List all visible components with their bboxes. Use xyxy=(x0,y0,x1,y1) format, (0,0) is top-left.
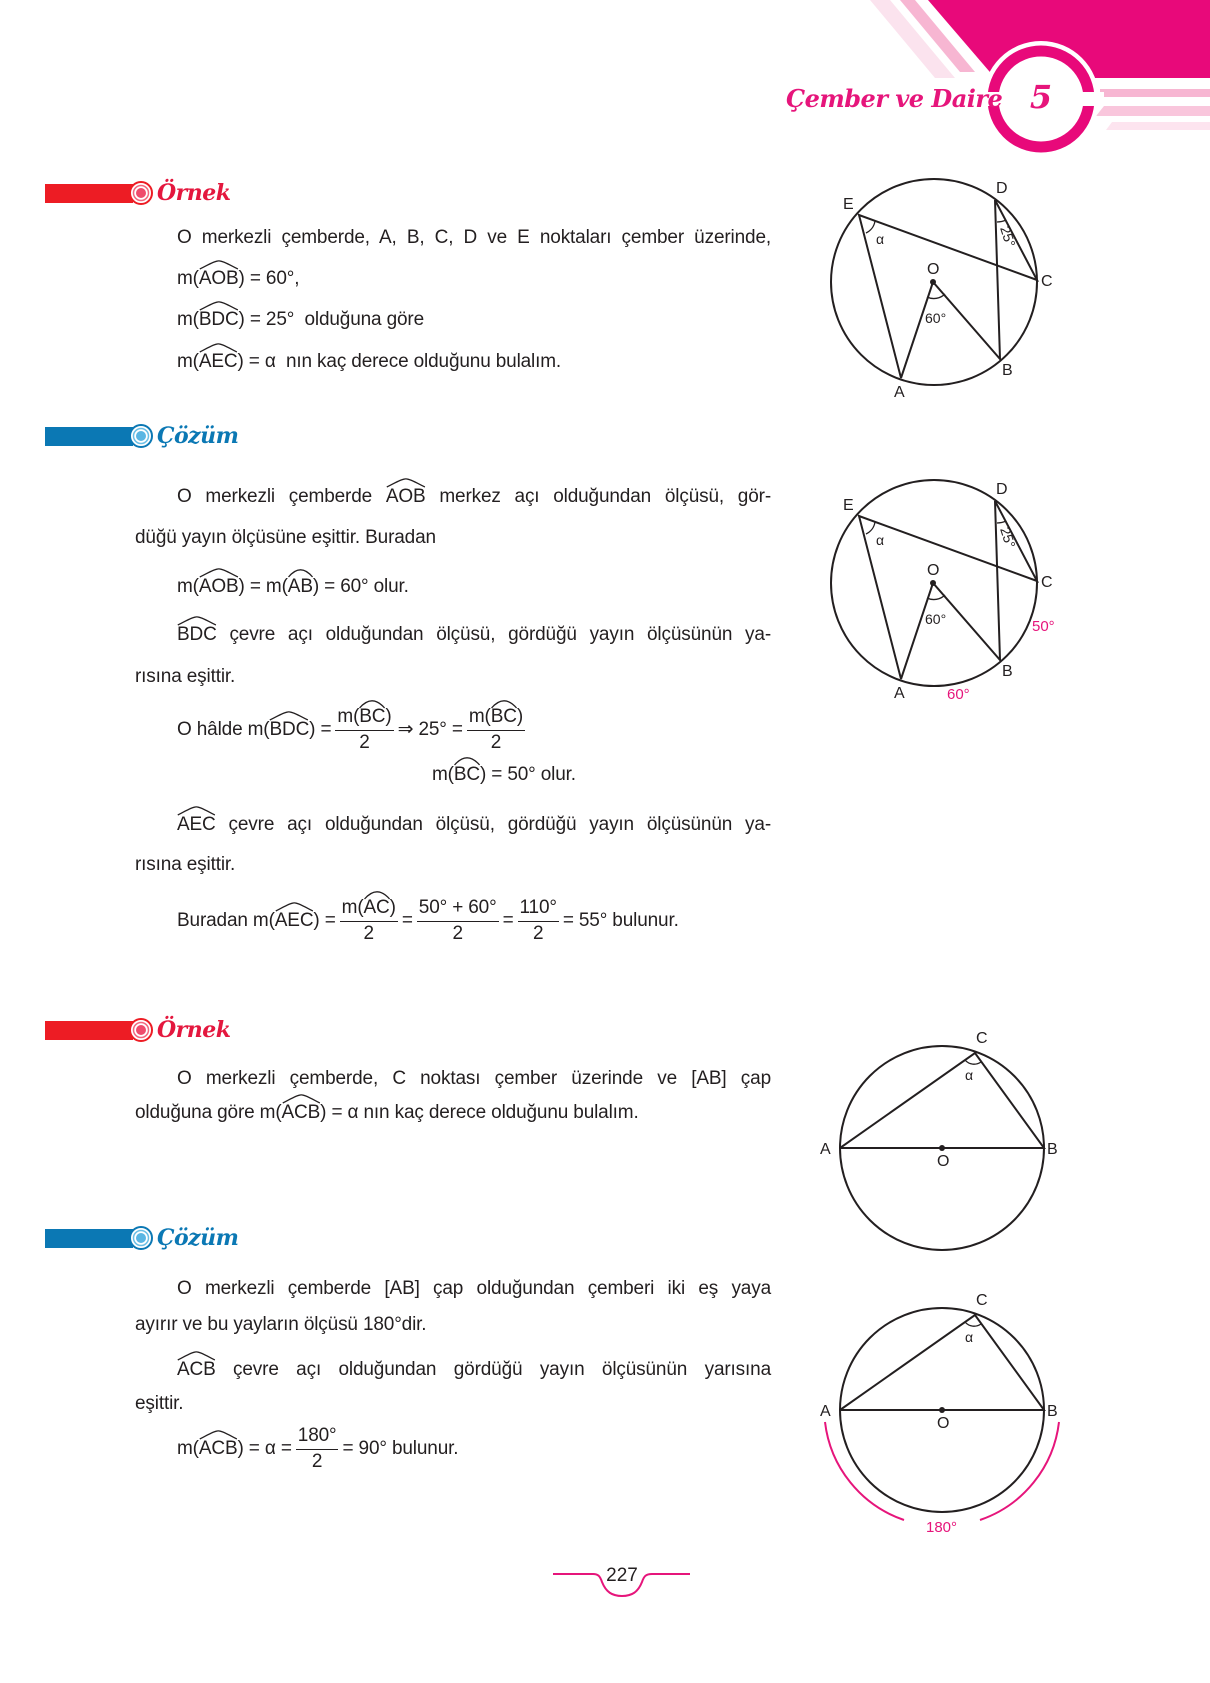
target-circle-icon xyxy=(129,424,153,448)
text-run: m( xyxy=(337,706,360,727)
angle-name: ACB xyxy=(281,1102,321,1123)
text-run: O merkezli çemberde, A, B, C, D ve E noktaları çember üzerinde, xyxy=(177,227,771,248)
figure-circle-abcde xyxy=(820,165,1080,415)
angle-name: AEC xyxy=(274,910,314,931)
text-run: = 90° bulunur. xyxy=(342,1438,459,1459)
figure-circle-abcde-solution xyxy=(820,466,1080,716)
arc-name: BC xyxy=(490,706,517,727)
angle-hat-mark xyxy=(282,1094,321,1103)
text-run: rısına eşittir. xyxy=(135,666,236,687)
arc-notation xyxy=(454,763,480,787)
angle-name: BDC xyxy=(177,624,217,645)
label-angle-bdc: 25° xyxy=(997,223,1019,250)
label-angle-aob: 60° xyxy=(925,310,947,326)
label-b: B xyxy=(1047,1403,1058,1420)
fraction xyxy=(296,1425,339,1473)
text-line xyxy=(135,665,235,689)
text-run: m( xyxy=(177,351,199,372)
fraction-denominator: 2 xyxy=(490,732,502,753)
label-arc-180: 180° xyxy=(926,1519,958,1536)
text-line xyxy=(135,1313,426,1337)
text-run: O hâlde m( xyxy=(177,719,270,740)
label-d: D xyxy=(996,481,1008,498)
label-a: A xyxy=(820,1141,831,1158)
fraction xyxy=(467,706,525,754)
text-run: olduğuna göre m( xyxy=(135,1102,282,1123)
text-run: ) = 60° olur. xyxy=(312,576,409,597)
text-run: Buradan m( xyxy=(177,910,275,931)
label-arc-bc: 50° xyxy=(1032,618,1055,635)
angle-notation xyxy=(386,485,426,509)
solution-header-2 xyxy=(45,1225,239,1251)
text-run: O merkezli çemberde, C noktası çember üzerinde ve [AB] çap xyxy=(177,1068,771,1089)
label-c: C xyxy=(1041,273,1053,290)
fraction-denominator: 2 xyxy=(363,923,374,944)
label-alpha: α xyxy=(876,231,885,247)
text-run: m( xyxy=(177,576,199,597)
chapter-number: 5 xyxy=(1029,78,1053,116)
label-a: A xyxy=(820,1403,831,1420)
arc-notation xyxy=(364,897,390,919)
example-header-1 xyxy=(45,180,231,206)
fraction-numerator xyxy=(340,897,398,922)
angle-name: ACB xyxy=(198,1438,238,1459)
text-run: m( xyxy=(432,764,454,785)
text-run: O merkezli çemberde xyxy=(177,486,386,507)
fraction-numerator xyxy=(417,897,499,922)
angle-notation xyxy=(199,575,239,599)
label-e: E xyxy=(843,497,854,514)
arc-name: AB xyxy=(287,576,313,597)
text-line xyxy=(177,623,771,647)
text-line xyxy=(177,350,561,374)
label-a: A xyxy=(894,685,905,702)
angle-notation xyxy=(177,813,216,837)
solution-header-1 xyxy=(45,423,239,449)
text-run: ) = xyxy=(309,719,332,740)
arc-name: BC xyxy=(453,764,480,785)
text-run: 180° xyxy=(297,1425,337,1446)
text-run: ) = 25° olduğuna göre xyxy=(238,309,424,330)
arc-name: AC xyxy=(363,897,390,918)
angle-notation xyxy=(177,1358,216,1382)
angle-hat-mark xyxy=(199,260,239,269)
angle-hat-mark xyxy=(199,343,238,352)
solution-label: Çözüm xyxy=(157,423,239,449)
target-circle-icon xyxy=(129,1226,153,1250)
arc-mark xyxy=(454,756,480,765)
label-b: B xyxy=(1002,362,1013,379)
angle-hat-mark xyxy=(199,301,239,310)
text-run: m( xyxy=(468,706,491,727)
text-run: ) xyxy=(389,897,396,918)
fraction-numerator xyxy=(518,897,559,922)
angle-notation xyxy=(199,350,238,374)
text-run: ayırır ve bu yayların ölçüsü 180°dir. xyxy=(135,1314,427,1335)
text-run: = xyxy=(502,910,514,931)
angle-hat-mark xyxy=(177,1351,216,1360)
fraction xyxy=(335,706,393,754)
text-line xyxy=(177,1067,771,1091)
example-bar xyxy=(45,184,133,203)
example-label: Örnek xyxy=(157,1017,231,1043)
fraction xyxy=(518,897,559,945)
target-circle-icon xyxy=(129,1018,153,1042)
label-e: E xyxy=(843,196,854,213)
label-arc-ab: 60° xyxy=(947,686,970,703)
arc-notation xyxy=(491,706,517,728)
text-line xyxy=(177,1277,771,1301)
text-line xyxy=(135,1392,183,1416)
fraction xyxy=(340,897,398,945)
label-o: O xyxy=(927,562,940,579)
label-angle-bdc: 25° xyxy=(997,524,1019,551)
label-o: O xyxy=(927,261,940,278)
text-run: ) = α = xyxy=(237,1438,292,1459)
text-line xyxy=(177,308,424,332)
angle-notation xyxy=(177,623,217,647)
arc-mark xyxy=(288,568,313,577)
fraction-numerator xyxy=(296,1425,339,1450)
text-run: = xyxy=(401,910,413,931)
text-run: ) = 60°, xyxy=(238,268,300,289)
angle-name: AOB xyxy=(198,268,239,289)
text-run: = 55° bulunur. xyxy=(562,910,679,931)
angle-name: AEC xyxy=(198,351,238,372)
page-number: 227 xyxy=(606,1565,638,1586)
fraction-numerator xyxy=(467,706,525,731)
text-run: ) xyxy=(516,706,523,727)
angle-notation xyxy=(199,1437,238,1461)
angle-name: BDC xyxy=(269,719,310,740)
label-b: B xyxy=(1002,663,1013,680)
text-run: çevre açı olduğundan ölçüsü, gördüğü yayın ölçüsünün ya- xyxy=(216,624,771,645)
angle-name: BDC xyxy=(198,309,239,330)
angle-hat-mark xyxy=(177,806,216,815)
angle-hat-mark xyxy=(275,902,314,911)
label-o: O xyxy=(937,1415,950,1432)
solution-bar xyxy=(45,427,133,446)
label-c: C xyxy=(1041,574,1053,591)
text-run: ⇒ 25° = xyxy=(397,719,463,740)
text-run: rısına eşittir. xyxy=(135,854,236,875)
angle-name: ACB xyxy=(177,1359,216,1380)
angle-hat-mark xyxy=(177,616,217,625)
example-bar xyxy=(45,1021,133,1040)
angle-hat-mark xyxy=(199,568,239,577)
label-b: B xyxy=(1047,1141,1058,1158)
text-run: O merkezli çemberde [AB] çap olduğundan çemberi iki eş yaya xyxy=(177,1278,771,1299)
text-run: m( xyxy=(341,897,364,918)
label-alpha: α xyxy=(876,532,885,548)
text-run: çevre açı olduğundan ölçüsü, gördüğü yayın ölçüsünün ya- xyxy=(215,814,771,835)
text-run: çevre açı olduğundan gördüğü yayın ölçüsünün yarısına xyxy=(215,1359,771,1380)
text-run: ) xyxy=(385,706,392,727)
text-run: ) = 50° olur. xyxy=(479,764,576,785)
text-line xyxy=(135,1101,639,1125)
chapter-title: Çember ve Daire xyxy=(786,84,1003,113)
text-line xyxy=(135,526,436,550)
arc-notation xyxy=(288,575,313,599)
angle-hat-mark xyxy=(199,1430,238,1439)
example-label: Örnek xyxy=(157,180,231,206)
angle-name: AOB xyxy=(385,486,426,507)
label-c: C xyxy=(976,1030,988,1047)
text-line xyxy=(177,575,409,599)
text-run: m( xyxy=(177,309,199,330)
text-line xyxy=(177,813,771,837)
text-line xyxy=(177,1358,771,1382)
angle-hat-mark xyxy=(386,478,426,487)
text-line xyxy=(432,763,576,787)
solution-label: Çözüm xyxy=(157,1225,239,1251)
angle-notation xyxy=(269,718,309,742)
angle-hat-mark xyxy=(269,711,309,720)
text-run: 110° xyxy=(519,897,557,918)
arc-name: BC xyxy=(359,706,386,727)
arc-notation xyxy=(359,706,385,728)
text-line xyxy=(177,226,771,250)
figure-diameter-circle xyxy=(810,1025,1080,1265)
text-run: ) = m( xyxy=(238,576,288,597)
label-c: C xyxy=(976,1292,988,1309)
fraction xyxy=(417,897,499,945)
fraction-denominator: 2 xyxy=(359,732,370,753)
solution-bar xyxy=(45,1229,133,1248)
figure-diameter-circle-solution xyxy=(810,1288,1080,1548)
arc-mark xyxy=(491,699,517,708)
angle-notation xyxy=(275,909,314,933)
fraction-denominator: 2 xyxy=(452,923,463,944)
text-run: 50° + 60° xyxy=(418,897,497,918)
text-line xyxy=(135,853,235,877)
target-circle-icon xyxy=(129,181,153,205)
arc-mark xyxy=(364,890,390,899)
text-line xyxy=(177,1425,459,1472)
fraction-numerator xyxy=(335,706,393,731)
label-alpha: α xyxy=(965,1329,974,1345)
text-run: ) = α nın kaç derece olduğunu bulalım. xyxy=(320,1102,639,1123)
text-line xyxy=(177,485,771,509)
text-run: m( xyxy=(177,268,199,289)
label-o: O xyxy=(937,1153,950,1170)
text-run: düğü yayın ölçüsüne eşittir. Buradan xyxy=(135,527,436,548)
text-run: eşittir. xyxy=(135,1393,184,1414)
angle-notation xyxy=(199,267,239,291)
arc-mark xyxy=(359,699,385,708)
label-d: D xyxy=(996,180,1008,197)
label-a: A xyxy=(894,384,905,401)
fraction-denominator: 2 xyxy=(311,1451,323,1472)
text-run: ) = α nın kaç derece olduğunu bulalım. xyxy=(237,351,562,372)
text-run: merkez açı olduğundan ölçüsü, gör- xyxy=(425,486,771,507)
text-line xyxy=(177,706,529,753)
label-angle-aob: 60° xyxy=(925,611,947,627)
angle-name: AOB xyxy=(198,576,239,597)
angle-name: AEC xyxy=(177,814,216,835)
text-line xyxy=(177,267,299,291)
example-header-2 xyxy=(45,1017,231,1043)
fraction-denominator: 2 xyxy=(532,923,544,944)
label-alpha: α xyxy=(965,1067,974,1083)
text-run: m( xyxy=(177,1438,199,1459)
angle-notation xyxy=(199,308,239,332)
angle-notation xyxy=(282,1101,321,1125)
text-run: ) = xyxy=(313,910,336,931)
